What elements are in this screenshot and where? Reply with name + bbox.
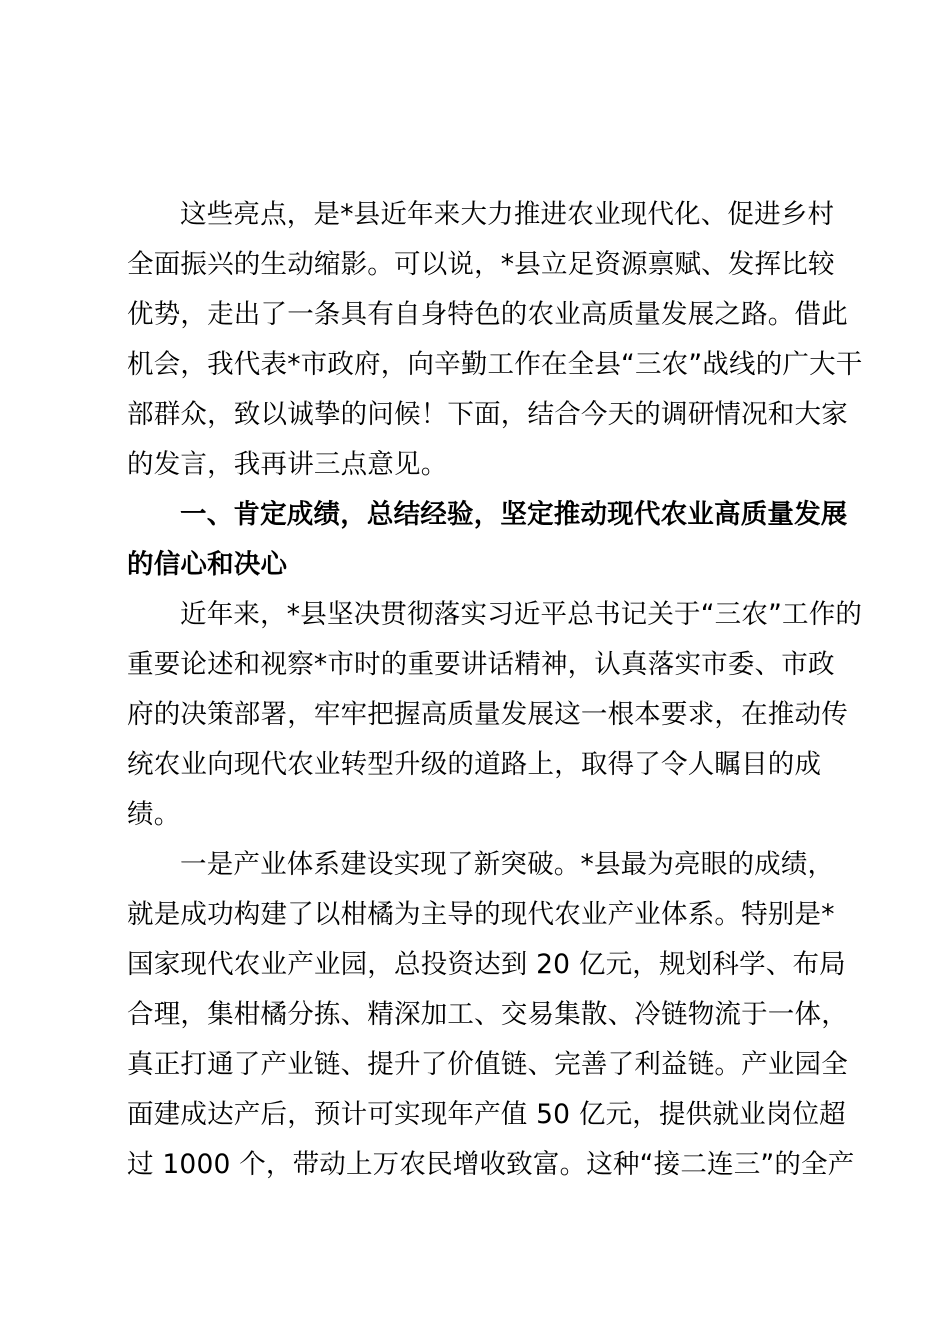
- paragraph-1-line-6: 的发言，我再讲三点意见。: [127, 449, 448, 480]
- paragraph-2-line-4: 统农业向现代农业转型升级的道路上，取得了令人瞩目的成: [127, 749, 822, 780]
- paragraph-1-line-1: 这些亮点，是*县近年来大力推进农业现代化、促进乡村: [180, 199, 835, 230]
- paragraph-1-line-2: 全面振兴的生动缩影。可以说，*县立足资源禀赋、发挥比较: [127, 249, 835, 280]
- paragraph-1-line-3: 优势，走出了一条具有自身特色的农业高质量发展之路。借此: [127, 299, 848, 330]
- paragraph-3-line-6: 面建成达产后，预计可实现年产值 50 亿元，提供就业岗位超: [127, 1099, 846, 1130]
- paragraph-3-line-3: 国家现代农业产业园，总投资达到 20 亿元，规划科学、布局: [127, 949, 846, 980]
- paragraph-1-line-5: 部群众，致以诚挚的问候！下面，结合今天的调研情况和大家: [127, 399, 848, 430]
- paragraph-3-line-2: 就是成功构建了以柑橘为主导的现代农业产业体系。特别是*: [127, 899, 835, 930]
- paragraph-2-line-5: 绩。: [127, 799, 181, 830]
- paragraph-3-line-5: 真正打通了产业链、提升了价值链、完善了利益链。产业园全: [127, 1049, 848, 1080]
- paragraph-2-line-2: 重要论述和视察*市时的重要讲话精神，认真落实市委、市政: [127, 649, 835, 680]
- paragraph-1-line-4: 机会，我代表*市政府，向辛勤工作在全县“三农”战线的广大干: [127, 349, 863, 380]
- paragraph-3-line-1: 一是产业体系建设实现了新突破。*县最为亮眼的成绩，: [180, 849, 835, 880]
- paragraph-3-line-7: 过 1000 个，带动上万农民增收致富。这种“接二连三”的全产: [127, 1149, 855, 1180]
- section-heading-line-1: 一、肯定成绩，总结经验，坚定推动现代农业高质量发展: [180, 499, 848, 530]
- paragraph-2-line-3: 府的决策部署，牢牢把握高质量发展这一根本要求，在推动传: [127, 699, 848, 730]
- paragraph-3-line-4: 合理，集柑橘分拣、精深加工、交易集散、冷链物流于一体，: [127, 999, 848, 1030]
- section-heading-line-2: 的信心和决心: [127, 549, 288, 580]
- paragraph-2-line-1: 近年来，*县坚决贯彻落实习近平总书记关于“三农”工作的: [180, 599, 863, 630]
